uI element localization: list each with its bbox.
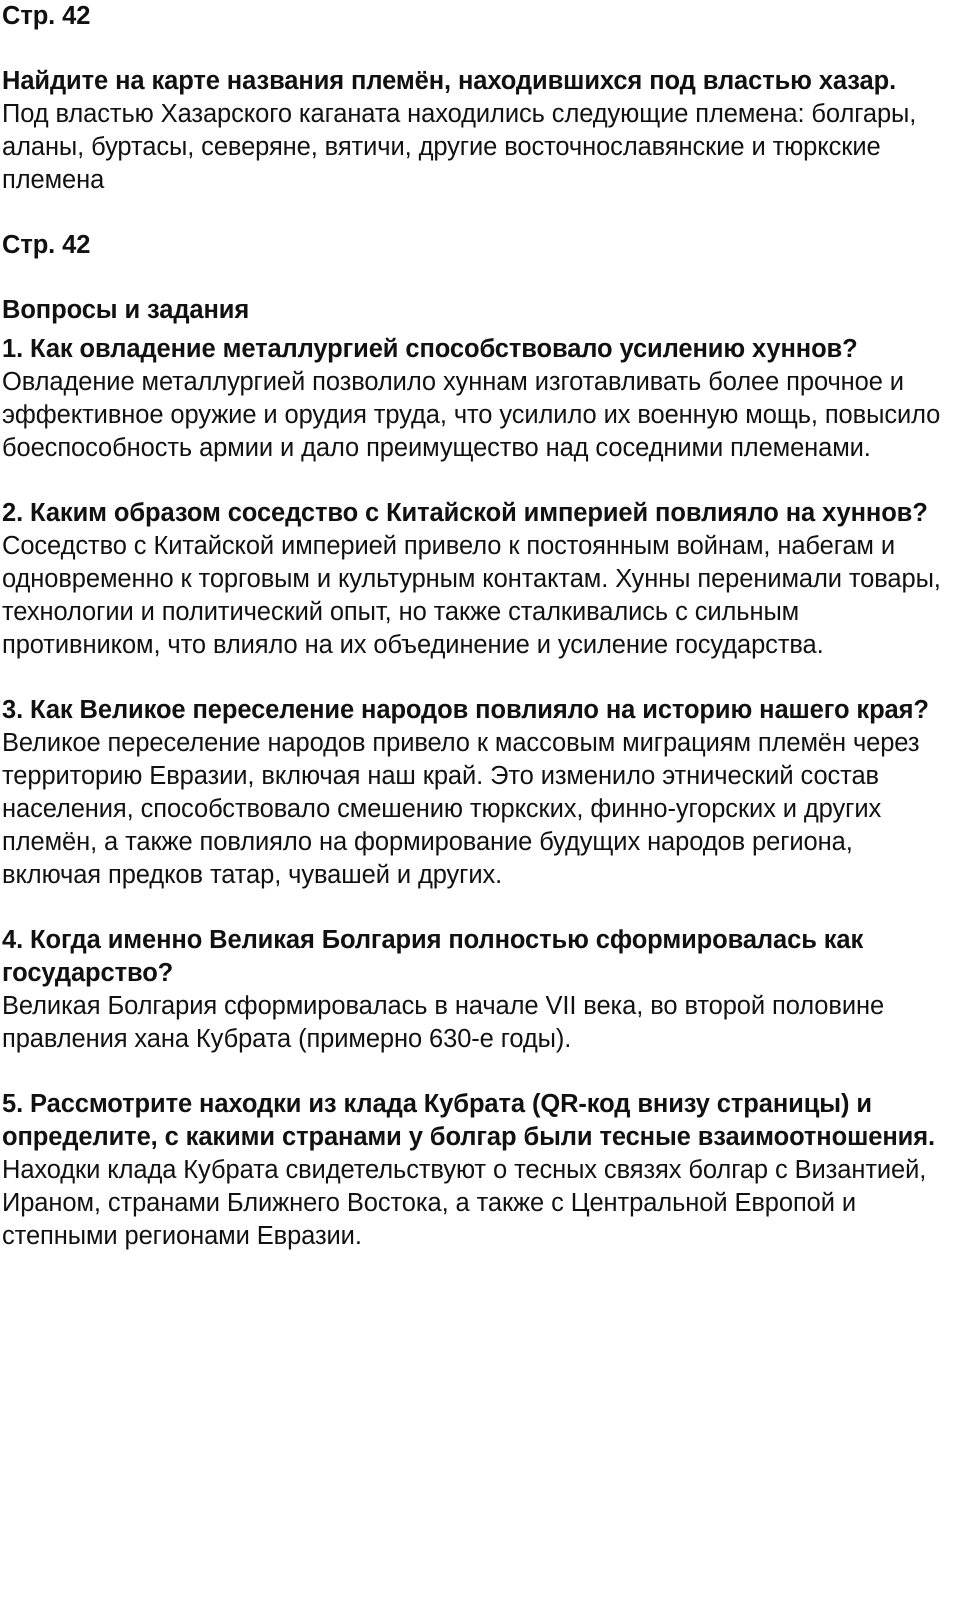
section-heading: Вопросы и задания bbox=[2, 296, 250, 324]
question-heading: Найдите на карте названия племён, находившихся под властью хазар. bbox=[2, 67, 897, 95]
page-label: Стр. 42 bbox=[2, 231, 91, 259]
question-heading: 2. Каким образом соседство с Китайской империей повлияло на хуннов? bbox=[2, 499, 928, 527]
answer-text: Овладение металлургией позволило хуннам изготавливать более прочное и эффективное оружие и орудия труда, что усилило их военную мощь, повысило боеспособность армии и дало преимущество над соседними племенами. bbox=[2, 368, 941, 462]
answer-text: Под властью Хазарского каганата находились следующие племена: болгары, аланы, буртасы, северяне, вятичи, другие восточнославянские и тюркские племена bbox=[2, 100, 917, 194]
answer-text: Соседство с Китайской империей привело к постоянным войнам, набегам и одновременно к торговым и культурным контактам. Хунны перенимали товары, технологии и политический опыт, но также сталкивались с сильным противником, что влияло на их объединение и усиление государства. bbox=[2, 532, 941, 659]
question-heading: 4. Когда именно Великая Болгария полностью сформировалась как государство? bbox=[2, 926, 864, 987]
question-heading: 3. Как Великое переселение народов повлияло на историю нашего края? bbox=[2, 696, 929, 724]
answer-text: Великое переселение народов привело к массовым миграциям племён через территорию Евразии, включая наш край. Это изменило этнический состав населения, способствовало смешению тюркских, финно-угорских и других племён, а также повлияло на формирование будущих народов региона, включая предков татар, чувашей и других. bbox=[2, 729, 920, 889]
answer-text: Великая Болгария сформировалась в начале VII века, во второй половине правления хана Кубрата (примерно 630-е годы). bbox=[2, 992, 885, 1053]
page-label: Стр. 42 bbox=[2, 2, 91, 30]
answer-text: Находки клада Кубрата свидетельствуют о тесных связях болгар с Византией, Ираном, странами Ближнего Востока, а также с Центральной Европой и степными регионами Евразии. bbox=[2, 1156, 927, 1250]
question-heading: 5. Рассмотрите находки из клада Кубрата (QR-код внизу страницы) и определите, с какими странами у болгар были тесные взаимоотношения. bbox=[2, 1090, 935, 1151]
question-heading: 1. Как овладение металлургией способствовало усилению хуннов? bbox=[2, 335, 858, 363]
